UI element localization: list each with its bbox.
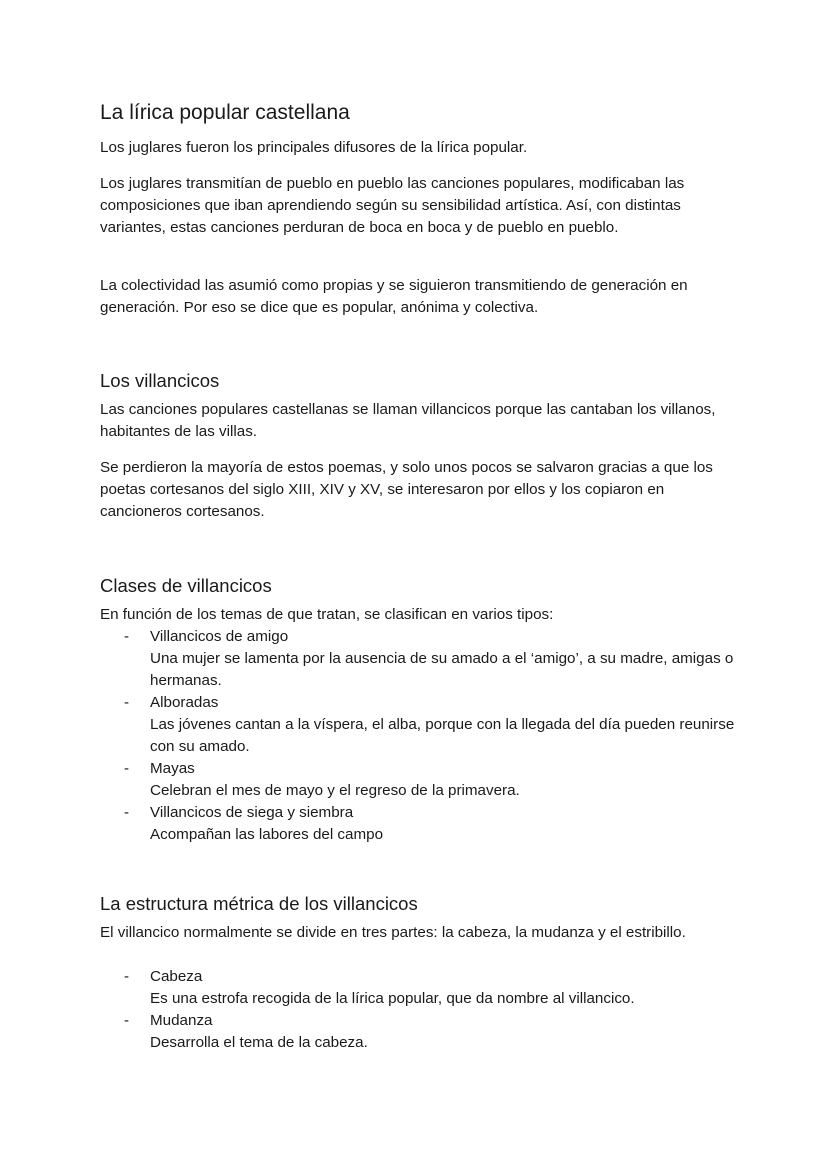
- paragraph: El villancico normalmente se divide en tres partes: la cabeza, la mudanza y el estribillo.: [100, 924, 686, 941]
- list-item-title: Villancicos de siega y siembra: [150, 804, 354, 821]
- list-bullet: -: [124, 694, 130, 711]
- list-bullet: -: [124, 760, 130, 777]
- paragraph: Se perdieron la mayoría de estos poemas, y solo unos pocos se salvaron gracias a que los poetas cortesanos del siglo XIII, XIV y XV, se interesaron por ellos y los copiaron en cancioneros cortesanos.: [100, 459, 713, 520]
- list-bullet: -: [124, 968, 130, 985]
- list-item-title: Villancicos de amigo: [150, 628, 289, 645]
- list-item-title: Cabeza: [150, 968, 203, 985]
- list-item: [100, 1010, 740, 1054]
- section-title-estructura-metrica: La estructura métrica de los villancicos: [100, 893, 418, 914]
- list-item-title: Mudanza: [150, 1012, 213, 1029]
- paragraph: Los juglares fueron los principales difusores de la lírica popular.: [100, 139, 528, 156]
- list-bullet: -: [124, 628, 130, 645]
- list-item: [100, 802, 740, 846]
- list-item-description: Celebran el mes de mayo y el regreso de la primavera.: [150, 782, 520, 799]
- list-item: [100, 966, 740, 1010]
- list-item-description: Desarrolla el tema de la cabeza.: [150, 1034, 368, 1051]
- paragraph: La colectividad las asumió como propias y se siguieron transmitiendo de generación en generación. Por eso se dice que es popular, anónima y colectiva.: [100, 277, 688, 316]
- section-title-clases: Clases de villancicos: [100, 575, 272, 596]
- paragraph: En función de los temas de que tratan, se clasifican en varios tipos:: [100, 606, 554, 623]
- section-title-villancicos: Los villancicos: [100, 370, 220, 391]
- list-item-description: Es una estrofa recogida de la lírica popular, que da nombre al villancico.: [150, 990, 635, 1007]
- list-item-title: Alboradas: [150, 694, 219, 711]
- list-item-description: Una mujer se lamenta por la ausencia de su amado a el ‘amigo’, a su madre, amigas o hermanas.: [150, 650, 734, 689]
- list-item: [100, 758, 740, 802]
- list-item: [100, 626, 740, 692]
- paragraph: Las canciones populares castellanas se llaman villancicos porque las cantaban los villanos, habitantes de las villas.: [100, 401, 716, 440]
- list-bullet: -: [124, 1012, 130, 1029]
- list-item-description: Las jóvenes cantan a la víspera, el alba, porque con la llegada del día pueden reunirse con su amado.: [150, 716, 735, 755]
- list-item-description: Acompañan las labores del campo: [150, 826, 384, 843]
- section-title-lirica-popular: La lírica popular castellana: [100, 101, 350, 124]
- list-item: [100, 692, 740, 758]
- list-bullet: -: [124, 804, 130, 821]
- paragraph: Los juglares transmitían de pueblo en pueblo las canciones populares, modificaban las composiciones que iban aprendiendo según su sensibilidad artística. Así, con distintas variantes, estas canciones perduran de boca en boca y de pueblo en pueblo.: [100, 175, 685, 236]
- list-item-title: Mayas: [150, 760, 195, 777]
